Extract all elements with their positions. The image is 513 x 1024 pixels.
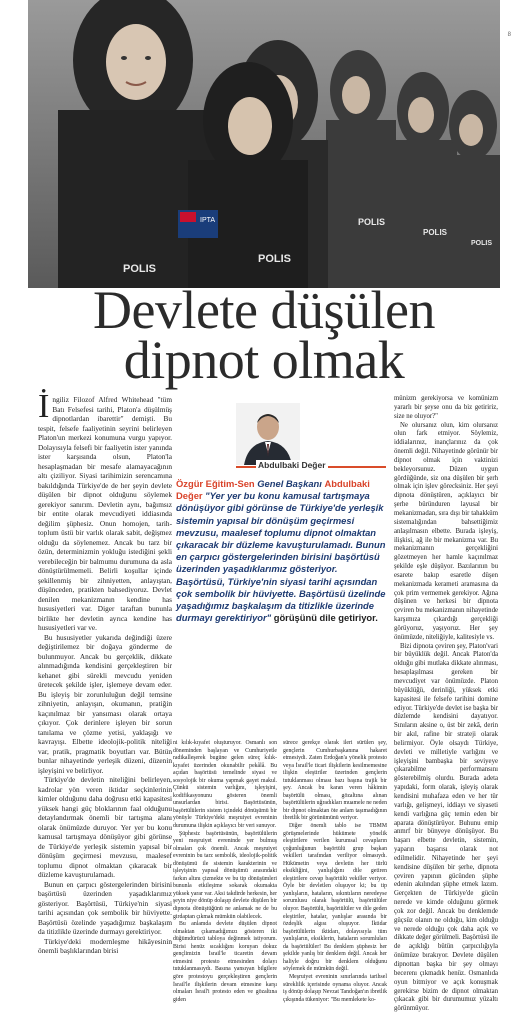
- patch-text: IPTA: [200, 217, 216, 224]
- uniform-label-5: POLIS: [471, 240, 493, 247]
- col1-paragraph-4: Bunun en çarpıcı göstergelerinden birisini başörtüsü üzerinden yaşadıklarımız gösteriyor. Başörtüsü, Türkiye'nin siyasi tarihi açısından çok sembolik bir hüviyette. Başörtüsü özelinde yaşadığımız başkalaşım da titizlikle üzerinde durmayı gerektiriyor.: [38, 879, 172, 936]
- col1-paragraph-1: ngiliz Filozof Alfred Whitehead "tüm Batı Felsefesi tarihi, Platon'a düşülmüş dipnotlardan ibarettir" demişti. Bu tespit, felsefe faaliyetinin seyrini belirleyen Platon'un merkezi konumuna vurgu yapıyor. Dolayısıyla felsefi bir faaliyetin ister yanında ister karşısında olsun, Platon'la hesaplaşmadan bir mesafe alamayacağının altı çiziliyor. Siyasi tarihimizin serencamına bakıldığında Türkiye'de de her şeyin devlete düşülen bir dipnot olduğunu söylemek gerekiyor sanırım. Devletin aynı, bağımsız bir entite olarak mevcudiyeti iddiasında değilim şüphesiz. Onun homojen, tarih-toplum üstü bir varlık olarak sabit, değişmez olduğu da söylenemez. Ancak bu tarz bir özün, determinizmin yokluğu istediğini şekli verebileceğin bir balmumu durumuna da asla dönüştürülmemeli. Belirli koşullar içinde şekillenmiş bir zihniyetten, anlayıştan, düşünceden, pratikten bahsediyoruz. Devlet denilen mekanizmanın kendine has hususiyetleri var. Diger taraftan bununla birlikte her devletin ayrıca kendine has hususiyetleri var ve.: [38, 395, 172, 632]
- col2-paragraph-2: Şüphesiz başörtüsünün, başörtülülerin yeni meşruiyet evreninde yer bulmuş olmaları çok önemli. Ancak meşruiyet evreninin bu tarz sembolik, ideolojik-politik dönüşümü ile sistemin karakterinin ve işleyişinin yapısal dönüşümü arasındaki farkın altını çizmekte ve bu tip dönüşümleri bununla etkileşime sokarak okumakta yüksek yarar var. Aksi takdirde herkesin, her şeyin niye dönüp dolaşıp devlete düşülen bir dipnota dönüştüğünü ne anlamak ne de bu girdaptan çıkmak mümkün olabilecek.: [173, 830, 277, 920]
- police-graduates-photo: [28, 0, 500, 288]
- col4-paragraph-2: Ne olursanız olun, kim olursanız olun fark etmiyor. Söylemiz, iddialarınız, inançlarınız da çok önemli değil. Nihayetinde görünür bir dipnot olmak için vaktinizi bekleyorsunuz. Düzen uygun gördüğünde, siz ona düşülen bir şerh olmak için işlev görecksiniz. Her şeyi dipnota dönüştüren, açıklayıcı bir şerhe büründuren layusal bir mekanizmadan, sıra dışı bir tahakküm sistemalığından bahsettiğimiz anlaşılmasın elbette. Burada işleyiş, ilişkisi, ağ ile bir mekanizma var. Bu mekanizmanın gerçekliğini gözetmeyen her hamle kaçınılmaz şekilde eşle düşüyor. Bazılarının bu esarete bakıp esaretle düşen mekanizmada kerameti aramasına da çok prim vermemek gerekiyor. Ağına düşünen ve herkesi bir dipnota çeviren bu mekanizmanın nihayetinde karşımıza çıkardığı gerçekliği görüyoruz, yaşıyoruz. Her şey önümüzde, niteliğiyle, kalitesiyle vs.: [394, 421, 498, 641]
- col3-paragraph-3: Meşruiyet evreninin sınırlarında tarihsel süreklilik içerisinde oynama oluyor. Ancak iş dönüp dolaşıp Nevzat Tandoğan'ın ibretlik çıkışında tükeniyor: "Bu memlekete ko-: [283, 973, 387, 1003]
- author-photo: [236, 403, 300, 465]
- article-column-3: [283, 740, 387, 1004]
- col4-paragraph-3: Bizi dipnota çeviren şey, Platon'vari bir büyüklük değil. Ancak Platon'da olduğu gibi mutlaka dikkate alınması, hesaplaşılması gereken bir mevcudiyet var önümüzde. Platon büyüklüğü, derinliği, yüksek etki kapasitesi ile felsefe tarihini domine ediyor. Türkiye'de devlet ise başka bir düzlemde kendisini dayatıyor. Sınıların aksine o, üst bir zekâ, derin bir akıl, rafine bir strateji olarak belirmiyor. Öyle olsaydı Türkiye, devleti ve milletiyle varlığını ve işleyişini bambaşka bir seviyeye çıkarabilme performansını gösterebilmiş olurdu. Burada adeta yapıdaki, form olarak, işleyiş olarak kendisini muhafaza eden ve her tür varlığı, gelişmeyi, iddiayı ve siyaseti kendi varlığına güç temin eden bir aparata dönüştürüyor. Buhunu emip anmrf bir bünyeye dönüşüyor. Bu başarı elbette devletin, sistemin, yaparın başarısı olarak not edilmelidir. Nihayetinde her şeyi kendisine düşülen bir şerhe, dipnota çeviren yapının gücünden şüphe edenin akılından şüphe etmek lazım. Gerçekten de Türkiye'de gücün nerede ve kimde olduğunu görmek çok zor değil. Ancak bu denklemde güçsüz olanın ne olduğu, kim olduğu ve nerede olduğu çok daha açık ve dikkate değer görülmeli. Başörtüsü ile de açıklığı bütün çarpıcılığıyla önümüze bırakıyor. Devlete düşülen dipnottan başka bir şey olmayı becerenı çıkmadık henüz. Osmanlıda oyun bitmiyor ve açık konuşmak gerekirse bizim de dipnot olmaktan çıkacak gibi bir durumumuz yüzaltı görünmüyor.: [394, 642, 499, 1013]
- headline-line-1: Devlete düşülen: [93, 280, 435, 340]
- uniform-label-2: POLIS: [258, 253, 292, 265]
- article-column-1: [38, 388, 172, 956]
- col3-paragraph-2: Diğer önemli tablo ise TBMM görüşmelerinde hükümete yönelik eleştirilere verilen kurumsal cevapların çoğunluğunun başörtülü grup başkan vekilleri tarafından veriliyor olmasıydı. Hükümetin veya devletin her türlü eksikliğini, yanlışlığını dile getiren eleştirilere cevap başörtülü vekiller veriyor. Öyle bir devletlen oluşuyor ki; bu tip yanlışların, hataların, sıkıntıların neredeyse sorumlusu olarak başörtülü, başörtülüler oluyor. Başörtülü, başörtülüler ve dile geden eleştiriler, hatalar, yanlışlar arasında bir özdeşlik algısı oluşuyor. İktidar başörtülülerin iktidarı, dolayısıyla tüm yanlışların, eksiklerin, hataların sorumluları da başörtülüler! Bu denklem şüphesiz her şekilde yanlış bir denklem değil. Ancak her haliyle doğru bir denklem olduğunu söylemek de mümkün değil.: [283, 823, 387, 973]
- col1-paragraph-3: Türkiye'de devletin niteliğini belirleyen, kadrolar yön veren iktidar seçkinlerinin kimler olduğunu daha doğrusu etki kapasitesi yüksek hangi güç bloklarının faal olduğunu detaylandırmak önemli bir tartışma alanı olarak önümüzde duruyor. Yer yer bu konu kamusal tartışmaya dönüşüyor gibi görünse de Türkiye'de yerleşik sistemin yapısal bir dönüşüm geçirmesi mevzusu, maalesef toplumu dipnot olmaktan çıkaracak bir düzleme kavuşturulamadı.: [38, 775, 172, 879]
- uniform-label-3: POLIS: [358, 217, 386, 227]
- quote-person: Abdulbaki Değer: [176, 478, 370, 502]
- col2-paragraph-1: ni kılık-kıyafet oluşturuyor. Osmanlı son döneminden başlayan ve Cumhuriyetle radikalleşerek bugüne gelen süreç kılık-kıyafet üzerinden okunabilir pekâlâ. Bu açıdan başörtüsü temelinde siyasi ve sosyolojik bir okuma yapmak gayet makul. Çünkü sistemin varlığını, işleyişini, kodifikasyonunu gösteren önemli unsurlardan birisi. Başörtüsünün, başörtülülerin sistem içindeki dönüşümü bir yönüyle Türkiye'deki meşruiyet evreninin durumuna ilişkin açıklayıcı bir veri sunuyor.: [173, 740, 277, 830]
- col4-paragraph-1: münizm gerekiyorsa ve komünizm yararlı bir şeyse onu da biz getiririz, size ne oluyor?": [394, 395, 498, 420]
- article-column-4: [394, 395, 498, 1014]
- article-column-2: [173, 740, 277, 1004]
- col3-paragraph-1: sürece gerekçe olarak ileri sürülen şey, gençlerin Cumhurbaşkanına hakaret etmesiydi. Zaten Erdoğan'a yönelik protesto veya İsrail'le ticari ilişkilerin kesilmemesine ilişkin eleştiriler üzerinden gençlerin tutuklanması olması bazı başına trajik bir şey. Ancak bu karan veren hâkimin başörtülü olması, gözaltına alınan başörtülülerin uğradıkları muamele ne neden bir dipnot olmaktan öte anlam taşımadığının ibretlik bir görünümünü veriyor.: [283, 740, 387, 822]
- uniform-label-1: POLIS: [123, 263, 157, 275]
- col1-paragraph-2: Bu hususiyetler yukarıda değindiği üzere değiştirilemez bir doğaya gönderme de bulunmuyor. Ancak bu gerçeklik, dikkate alınmadığında kendisini gerçekleştiren bir kehanet gibi sürekli mevcudu yeniden üretecek şekilde işler, işlemeye devam eder. Bu işleyiş bir zorunluluğun değil temsine zihniyetin, anlayışın, okumanın, pratiğin kaçınılmaz bir yansıması olarak ortaya çıkıyor. Çok derinlere işleyen bir sorun tanılama ve çözme yetisi, yaklaşığı ve kavrayışı. Elbette ideolojik-politik niteliği var, pratik, pragmatik boyutları var. Bütün bunlar nihayetinde yerleşik düzeni, düzenin işleyişini ve belirliyor.: [38, 632, 172, 775]
- quote-body: "Yer yer bu konu kamusal tartışmaya dönüşüyor gibi görünse de Türkiye'de yerleşik sistemin yapısal bir dönüşüm geçirmesi mevzusu, maalesef toplumu dipnot olmaktan çıkaracak bir düzleme kavuşturulamadı. Bunun en çarpıcı göstergelerinden birisini başörtüsü üzerinden yaşadıklarımız gösteriyor. Başörtüsü, Türkiye'nin siyasi tarihi açısından çok sembolik bir hüviyette. Başörtüsü üzelinde yaşadığımız başkalaşım da titizlikle üzerinde durmayı gerektiriyor": [176, 490, 386, 624]
- headline-line-2: dipnot olmak: [123, 330, 405, 390]
- drop-cap: İ: [38, 388, 50, 425]
- page-edge-mark: 8: [507, 32, 511, 38]
- quote-role: Genel Başkanı: [254, 478, 325, 489]
- quote-org: Özgür Eğitim-Sen: [176, 478, 255, 489]
- col1-paragraph-5: Türkiye'deki modernleşme hikâyesinin önemli başlıklarından birisi: [38, 936, 172, 955]
- uniform-label-4: POLIS: [423, 228, 448, 237]
- pull-quote: [176, 478, 386, 624]
- quote-ending: görüşünü dile getiriyor.: [271, 612, 378, 624]
- col2-paragraph-3: Bu anlamda devlete düşülen dipnot olmaktan çıkamadığımızı gösteren iki düğümdürücü tabloya değinmek istiyorum. Birisi henüz sıcaklığını koruyan dokuz gençlimizin İsrail'le ticaretin devam etmesini protesto etmesinden dolayı tutuklanmasıydı. Basına yansıyan bilgilere göre protestoyu gerçekleştiren gençlerin İsrail'le ilişkilerin devam etmesine karşı olmaları İsrail'i protesto eden ve gözaltına giden: [173, 921, 277, 1003]
- author-name: Abdulbaki Değer: [258, 460, 326, 470]
